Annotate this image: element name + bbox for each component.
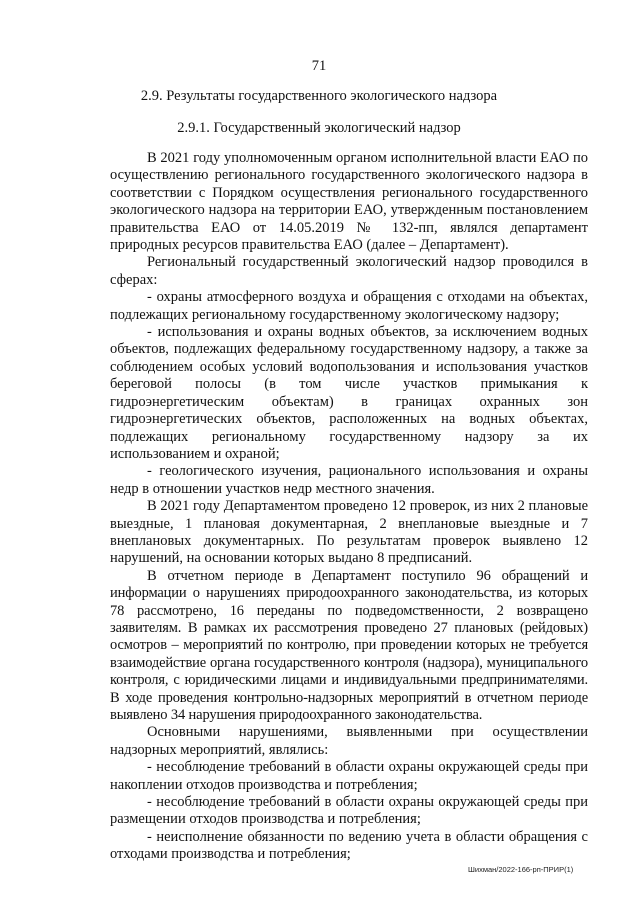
subsection-heading: 2.9.1. Государственный экологический надзор [177,120,461,136]
body-text [110,150,588,864]
paragraph-violations: Основными нарушениями, выявленными при осуществлении надзорных мероприятий, являлись: [110,724,588,758]
paragraph-inspections: В 2021 году Департаментом проведено 12 проверок, из них 2 плановые выездные, 1 плановая документарная, 2 внеплановые выездные и 7 внеплановых документарных. По результатам проверок выявлено 12 нарушений, на основании которых выдано 8 предписаний. [110,498,588,567]
list-item-air: - охраны атмосферного воздуха и обращения с отходами на объектах, подлежащих региональному государственному экологическому надзору; [110,289,588,323]
list-item-accumulation: - несоблюдение требований в области охраны окружающей среды при накоплении отходов производства и потребления; [110,759,588,793]
paragraph-intro: В 2021 году уполномоченным органом исполнительной власти ЕАО по осуществлению регионального государственного экологического надзора в соответствии с Порядком осуществления регионального государственного экологического надзора на территории ЕАО, утвержденным постановлением правительства ЕАО от 14.05.2019 № 132-пп, являлся департамент природных ресурсов правительства ЕАО (далее – Департамент). [110,150,588,254]
list-item-accounting: - неисполнение обязанности по ведению учета в области обращения с отходами производства и потребления; [110,828,588,863]
footer-code: Шихман/2022-166-рп-ПРИР(1) [468,865,574,874]
list-item-geology: - геологического изучения, рационального использования и охраны недр в отношении участков недр местного значения. [110,463,588,497]
list-item-water: - использования и охраны водных объектов, за исключением водных объектов, подлежащих федеральному государственному надзору, а также за соблюдением особых условий водопользования и использования участков береговой полосы (в том числе участков примыкания к гидроэнергетическим объектам) в границах охранных зон гидроэнергетических объектов, расположенных на водных объектах, подлежащих региональному государственному надзору за их использованием и охраной; [110,324,588,462]
paragraph-spheres: Региональный государственный экологический надзор проводился в сферах: [110,254,588,288]
section-heading: 2.9. Результаты государственного экологического надзора [140,88,498,104]
paragraph-appeals: В отчетном периоде в Департамент поступило 96 обращений и информации о нарушениях природоохранного законодательства, из которых 78 рассмотрено, 16 переданы по подведомственности, 2 возвращено заявителям. В рамках их рассмотрения проведено 27 плановых (рейдовых) осмотров – мероприятий по контролю, при проведении которых не требуется взаимодействие органа государственного контроля (надзора), муниципального контроля, с юридическими лицами и индивидуальными предпринимателями. В ходе проведения контрольно-надзорных мероприятий в отчетном периоде выявлено 34 нарушения природоохранного законодательства. [110,567,588,723]
list-item-placement: - несоблюдение требований в области охраны окружающей среды при размещении отходов производства и потребления; [110,794,588,828]
page-number: 71 [311,58,327,74]
